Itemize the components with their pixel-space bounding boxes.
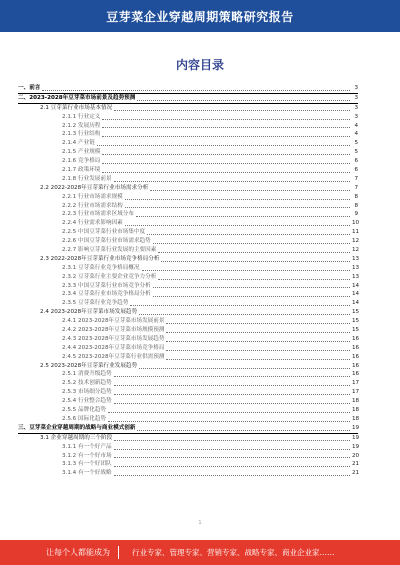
toc-entry-label: 2.4.2 2023-2028年豆芽菜市场规模预测 [62, 327, 165, 334]
toc-leader-dots [102, 153, 350, 155]
toc-leader-dots [153, 295, 350, 297]
toc-entry-page: 3 [354, 104, 358, 111]
toc-entry-label: 一、前言 [18, 84, 41, 91]
footer-bar [0, 540, 400, 565]
toc-entry-label: 2.1.1 行业定义 [62, 113, 101, 120]
toc-entry-page: 10 [352, 220, 360, 227]
toc-leader-dots [114, 180, 350, 182]
toc-entry-page: 17 [352, 380, 360, 387]
toc-entry-label: 3.1 企业穿越周期的三个阶段 [40, 434, 113, 441]
toc-entry-label: 2.3 2022-2028年豆芽菜行业市场竞争格局分析 [40, 255, 160, 262]
toc-leader-dots [166, 331, 350, 333]
toc-entry-label: 2.1 豆芽菜行业市场基本情况 [40, 104, 113, 111]
toc-entry[interactable] [18, 264, 358, 273]
toc-entry[interactable] [18, 273, 358, 282]
toc-leader-dots [114, 448, 350, 450]
toc-entry[interactable] [18, 362, 358, 371]
toc-leader-dots [102, 135, 350, 137]
toc-entry[interactable] [18, 397, 358, 406]
toc-entry[interactable] [18, 443, 358, 452]
toc-entry-label: 2.5.4 行业整合趋势 [62, 398, 112, 405]
toc-entry-label: 2.5.3 市场细分趋势 [62, 389, 112, 396]
toc-entry-label: 2.1.4 产业链 [62, 140, 95, 147]
toc-entry-label: 2.2.3 行业市场需求区域分布 [62, 211, 134, 218]
toc-entry-label: 2.5.2 技术创新趋势 [62, 380, 112, 387]
toc-entry-page: 15 [352, 318, 360, 325]
header-bar [0, 0, 400, 32]
toc-entry[interactable] [18, 113, 358, 122]
toc-entry-page: 3 [354, 113, 358, 120]
toc-entry-label: 2.2 2022-2028年豆芽菜行业市场需求分析 [40, 184, 149, 191]
toc-leader-dots [166, 322, 350, 324]
toc-entry-label: 2.3.3 中国豆芽菜行业市场竞争分析 [62, 282, 151, 289]
toc-entry-label: 2.4.4 2023-2028年豆芽菜市场竞争格局 [62, 344, 165, 351]
toc-leader-dots [114, 465, 350, 467]
toc-entry-page: 16 [352, 362, 360, 369]
page-number: 1 [198, 520, 202, 526]
toc-entry[interactable] [18, 434, 358, 443]
toc-entry-label: 2.4.5 2023-2028年豆芽菜行业供需预测 [62, 353, 165, 360]
toc-entry-page: 19 [352, 424, 360, 431]
toc-entry-label: 2.2.5 中国豆芽菜行业市场集中度 [62, 229, 146, 236]
toc-entry[interactable] [18, 219, 358, 228]
toc-leader-dots [137, 429, 350, 431]
toc-entry[interactable] [18, 202, 358, 211]
toc-entry-page: 18 [352, 407, 360, 414]
toc-entry[interactable] [18, 290, 358, 299]
toc-entry-page: 4 [354, 131, 358, 138]
toc-leader-dots [102, 162, 350, 164]
toc-entry[interactable] [18, 255, 358, 264]
toc-entry-page: 17 [352, 389, 360, 396]
toc-leader-dots [125, 224, 350, 226]
toc-entry-label: 2.2.7 影响豆芽菜行业发展的主要因素 [62, 247, 157, 254]
toc-leader-dots [125, 198, 350, 200]
toc-leader-dots [97, 144, 350, 146]
toc-leader-dots [139, 367, 350, 369]
toc-entry-page: 18 [352, 415, 360, 422]
toc-heading: 内容目录 [175, 58, 224, 72]
toc-entry-label: 2.3.1 豆芽菜行业竞争格局概况 [62, 264, 140, 271]
toc-entry-page: 14 [352, 282, 360, 289]
toc-entry[interactable] [18, 84, 358, 94]
toc-entry-page: 6 [354, 167, 358, 173]
toc-entry-label: 2.5.1 消费升级趋势 [62, 371, 112, 378]
toc-leader-dots [147, 233, 350, 235]
toc-leader-dots [102, 171, 350, 173]
toc-entry-label: 3.1.3 有一个好团队 [62, 461, 112, 468]
toc-entry-page: 12 [352, 238, 360, 245]
toc-entry-label: 2.5.6 国际化趋势 [62, 415, 106, 422]
toc-leader-dots [158, 278, 350, 280]
toc-entry-page: 18 [352, 398, 360, 405]
toc-entry-page: 3 [354, 84, 358, 91]
toc-entry[interactable] [18, 130, 358, 139]
toc-entry-page: 15 [352, 309, 360, 316]
toc-entry-label: 2.2.6 中国豆芽菜行业市场需求趋势 [62, 238, 151, 245]
toc-entry[interactable] [18, 104, 358, 113]
toc-entry-label: 3.1.1 有一个好产品 [62, 443, 112, 450]
toc-entry-label: 2.1.7 政策环境 [62, 167, 101, 173]
toc-entry[interactable] [18, 237, 358, 246]
toc-entry-label: 2.4 2023-2028年豆芽菜市场发展趋势 [40, 309, 138, 316]
toc-entry-page: 7 [354, 175, 358, 182]
toc-entry-label: 2.1.3 行业结构 [62, 131, 101, 138]
toc-entry-page: 11 [352, 229, 360, 236]
toc-entry-page: 14 [352, 291, 360, 298]
toc-leader-dots [102, 118, 350, 120]
toc-entry-page: 5 [354, 149, 358, 156]
toc-entry[interactable] [18, 379, 358, 388]
toc-entry-label: 2.1.6 竞争格局 [62, 158, 101, 165]
toc-entry-label: 2.1.8 行业发展前景 [62, 175, 112, 182]
toc-entry[interactable] [18, 415, 358, 424]
toc-entry-page: 15 [352, 327, 360, 334]
footer-divider [118, 546, 119, 559]
toc-leader-dots [114, 384, 350, 386]
toc-entry-page: 16 [352, 371, 360, 378]
toc-entry[interactable] [18, 175, 358, 184]
toc-entry-page: 13 [352, 255, 360, 262]
toc-entry-label: 2.5.5 品牌化趋势 [62, 407, 106, 414]
toc-entry-page: 16 [352, 344, 360, 351]
toc-leader-dots [108, 411, 350, 413]
toc-leader-dots [42, 89, 350, 91]
toc-entry-page: 5 [354, 140, 358, 147]
toc-entry[interactable] [18, 246, 358, 255]
toc-entry[interactable] [18, 460, 358, 469]
toc-entry-label: 2.3.5 豆芽菜行业竞争趋势 [62, 300, 129, 307]
toc-entry-label: 2.3.4 豆芽菜行业市场竞争格局分析 [62, 291, 151, 298]
toc-entry-page: 8 [354, 193, 358, 200]
toc-entry[interactable] [18, 371, 358, 380]
toc-entry-page: 13 [352, 264, 360, 271]
toc-leader-dots [114, 393, 350, 395]
toc-entry-label: 2.1.5 产业规模 [62, 149, 101, 156]
toc-entry-page: 19 [352, 434, 360, 441]
toc-entry-page: 3 [354, 94, 358, 101]
toc-entry[interactable] [18, 335, 358, 344]
toc-entry-label: 2.4.1 2023-2028年豆芽菜市场发展前景 [62, 318, 165, 325]
toc-leader-dots [114, 402, 350, 404]
toc-entry-page: 6 [354, 158, 358, 165]
toc-entry[interactable] [18, 193, 358, 202]
footer-tagline: 行业专家、管理专家、营销专家、战略专家、商业企业家…… [132, 548, 335, 557]
toc-leader-dots [130, 304, 350, 306]
toc-entry-page: 8 [354, 202, 358, 209]
toc-entry-label: 2.2.2 行业市场需求结构 [62, 202, 123, 209]
toc-entry[interactable] [18, 228, 358, 237]
footer-slogan: 让每个人都能成为 [46, 548, 110, 557]
toc-entry-page: 9 [354, 211, 358, 218]
toc-entry[interactable] [18, 157, 358, 166]
toc-entry[interactable] [18, 388, 358, 397]
toc-entry-page: 7 [354, 184, 358, 191]
toc-entry-label: 2.2.1 行业市场需求规模 [62, 193, 123, 200]
toc-entry[interactable] [18, 282, 358, 291]
table-of-contents [18, 84, 358, 478]
toc-entry-page: 20 [352, 452, 360, 459]
toc-entry-page: 14 [352, 300, 360, 307]
toc-entry[interactable] [18, 94, 358, 104]
toc-leader-dots [142, 269, 350, 271]
toc-leader-dots [114, 474, 350, 476]
toc-entry[interactable] [18, 469, 358, 478]
toc-leader-dots [114, 109, 350, 111]
toc-entry-label: 3.1.2 有一个好市场 [62, 452, 112, 459]
toc-entry-page: 21 [352, 470, 360, 477]
toc-leader-dots [136, 215, 350, 217]
toc-entry[interactable] [18, 210, 358, 219]
toc-entry[interactable] [18, 299, 358, 308]
toc-entry[interactable] [18, 406, 358, 415]
toc-entry[interactable] [18, 452, 358, 461]
toc-leader-dots [108, 420, 350, 422]
toc-leader-dots [139, 313, 350, 315]
toc-entry-label: 2.4.3 2023-2028年豆芽菜市场发展趋势 [62, 335, 165, 342]
toc-entry-page: 12 [352, 247, 360, 254]
toc-leader-dots [153, 286, 350, 288]
toc-entry[interactable] [18, 353, 358, 362]
toc-entry[interactable] [18, 317, 358, 326]
toc-entry-label: 2.5 2023-2028年豆芽菜行业发展趋势 [40, 362, 138, 369]
toc-entry-label: 2.3.2 豆芽菜行业主要企业竞争力分析 [62, 273, 157, 280]
toc-leader-dots [166, 340, 350, 342]
toc-leader-dots [166, 358, 350, 360]
toc-entry[interactable] [18, 326, 358, 335]
toc-entry[interactable] [18, 139, 358, 148]
toc-entry[interactable] [18, 184, 358, 193]
toc-entry[interactable] [18, 424, 358, 434]
toc-entry-page: 21 [352, 461, 360, 468]
toc-entry-label: 2.2.4 行业需求影响因素 [62, 220, 123, 227]
toc-leader-dots [114, 456, 350, 458]
toc-leader-dots [125, 206, 350, 208]
toc-leader-dots [114, 375, 350, 377]
toc-entry-page: 16 [352, 335, 360, 342]
report-title: 豆芽菜企业穿越周期策略研究报告 [106, 10, 294, 24]
toc-leader-dots [137, 99, 350, 101]
toc-leader-dots [153, 242, 350, 244]
toc-entry-label: 3.1.4 有一个好战略 [62, 470, 112, 477]
toc-leader-dots [161, 260, 350, 262]
toc-entry-label: 二、2023-2028年豆芽菜市场前景及趋势预测 [18, 94, 136, 101]
toc-entry-label: 三、豆芽菜企业穿越周期的战略与商业模式创新 [18, 424, 136, 431]
toc-entry[interactable] [18, 308, 358, 317]
toc-entry[interactable] [18, 344, 358, 353]
toc-entry-label: 2.1.2 发展历程 [62, 122, 101, 129]
toc-leader-dots [150, 189, 350, 191]
toc-entry-page: 4 [354, 122, 358, 129]
toc-entry-page: 13 [352, 273, 360, 280]
toc-entry-page: 19 [352, 443, 360, 450]
toc-leader-dots [158, 251, 350, 253]
toc-leader-dots [102, 126, 350, 128]
toc-entry[interactable] [18, 122, 358, 131]
toc-entry-page: 16 [352, 353, 360, 360]
toc-entry[interactable] [18, 148, 358, 157]
toc-entry[interactable] [18, 166, 358, 175]
toc-leader-dots [114, 439, 350, 441]
toc-leader-dots [166, 349, 350, 351]
